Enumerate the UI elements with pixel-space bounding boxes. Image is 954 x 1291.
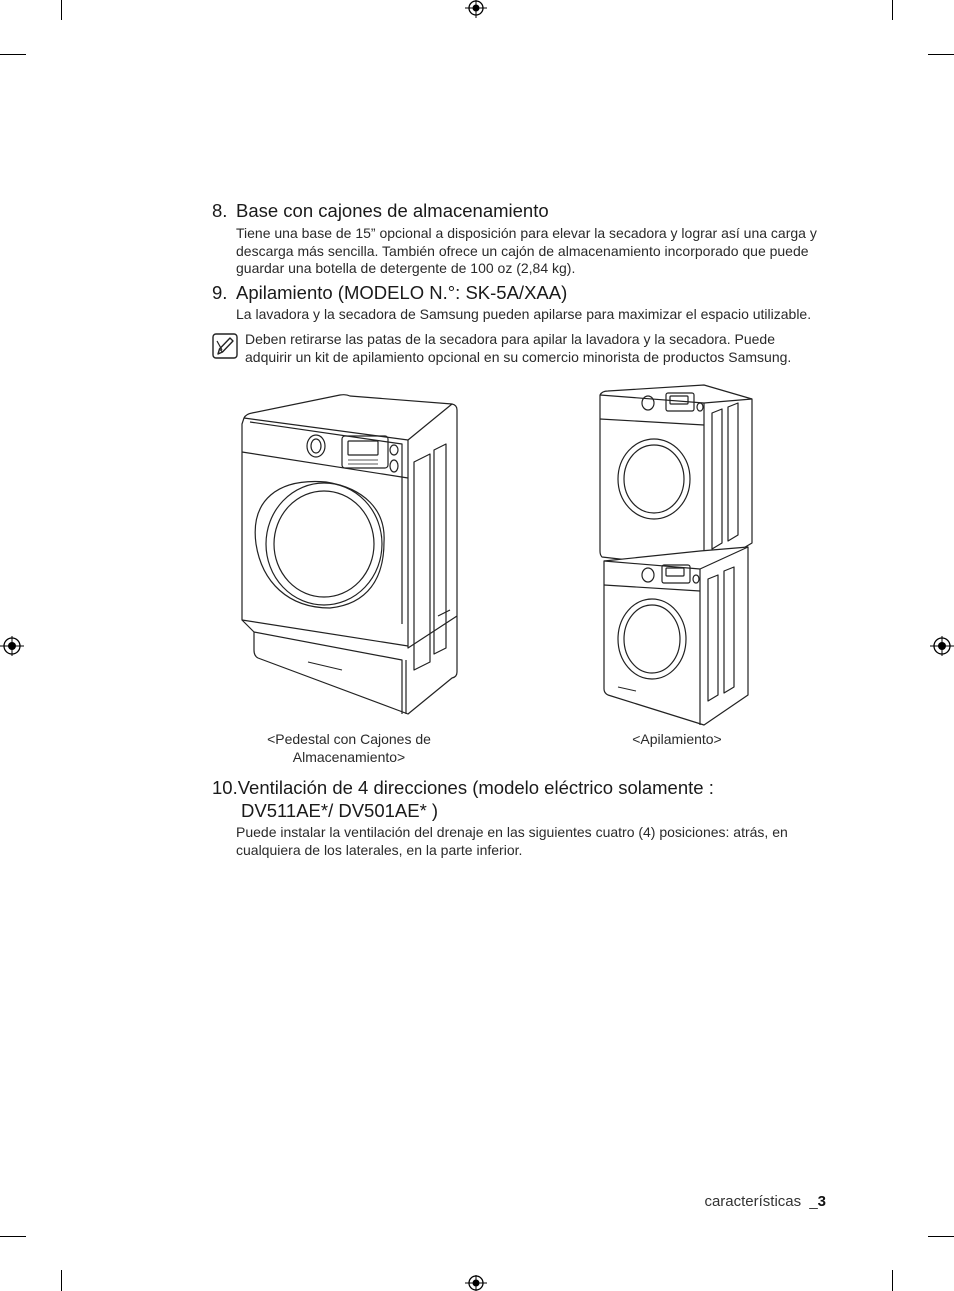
dryer-pedestal-illustration <box>238 392 460 716</box>
stacking-caption: <Apilamiento> <box>632 731 722 747</box>
registration-mark-icon <box>0 634 24 658</box>
section-9-title: Apilamiento (MODELO N.°: SK-5A/XAA) <box>236 282 568 303</box>
footer-separator: _ <box>809 1193 818 1210</box>
crop-mark <box>0 1236 26 1237</box>
page-number: 3 <box>817 1193 826 1210</box>
section-9-note: Deben retirarse las patas de la secadora para apilar la lavadora y la secadora. Puede adquirir un kit de apilamiento opcional en su comercio minorista de productos Samsung. <box>245 331 792 365</box>
stacking-illustration <box>596 383 758 727</box>
crop-mark <box>61 1270 62 1291</box>
page-footer <box>704 1193 826 1210</box>
registration-mark-icon <box>465 0 487 20</box>
crop-mark <box>892 1270 893 1291</box>
footer-section-name: características <box>704 1193 802 1210</box>
section-9-number: 9. <box>212 282 228 303</box>
section-10-heading <box>212 777 714 799</box>
crop-mark <box>928 54 954 55</box>
crop-mark <box>928 1236 954 1237</box>
section-9-heading <box>212 282 567 304</box>
crop-mark <box>892 0 893 20</box>
section-10-title-line2: DV511AE*/ DV501AE* ) <box>241 800 439 821</box>
section-10-number: 10. <box>212 777 238 798</box>
section-10-title-line1: Ventilación de 4 direcciones (modelo eléctrico solamente : <box>237 777 714 798</box>
section-8-heading <box>212 200 549 222</box>
registration-mark-icon <box>930 634 954 658</box>
pedestal-caption: <Pedestal con Cajones de Almacenamiento> <box>267 731 431 765</box>
section-10-body: Puede instalar la ventilación del drenaje en las siguientes cuatro (4) posiciones: atrás, en cualquiera de los laterales, en la parte inferior. <box>236 824 788 858</box>
section-8-body: Tiene una base de 15” opcional a disposición para elevar la secadora y lograr así una carga y descarga más sencilla. También ofrece un cajón de almacenamiento incorporado que puede guardar una botella de detergente de 100 oz (2,84 kg). <box>236 225 817 276</box>
section-8-title: Base con cajones de almacenamiento <box>236 200 549 221</box>
section-8-number: 8. <box>212 200 228 221</box>
crop-mark <box>61 0 62 20</box>
section-9-body: La lavadora y la secadora de Samsung pueden apilarse para maximizar el espacio utilizable. <box>236 306 812 322</box>
note-pencil-icon <box>212 333 238 359</box>
crop-mark <box>0 54 26 55</box>
registration-mark-icon <box>465 1273 487 1291</box>
